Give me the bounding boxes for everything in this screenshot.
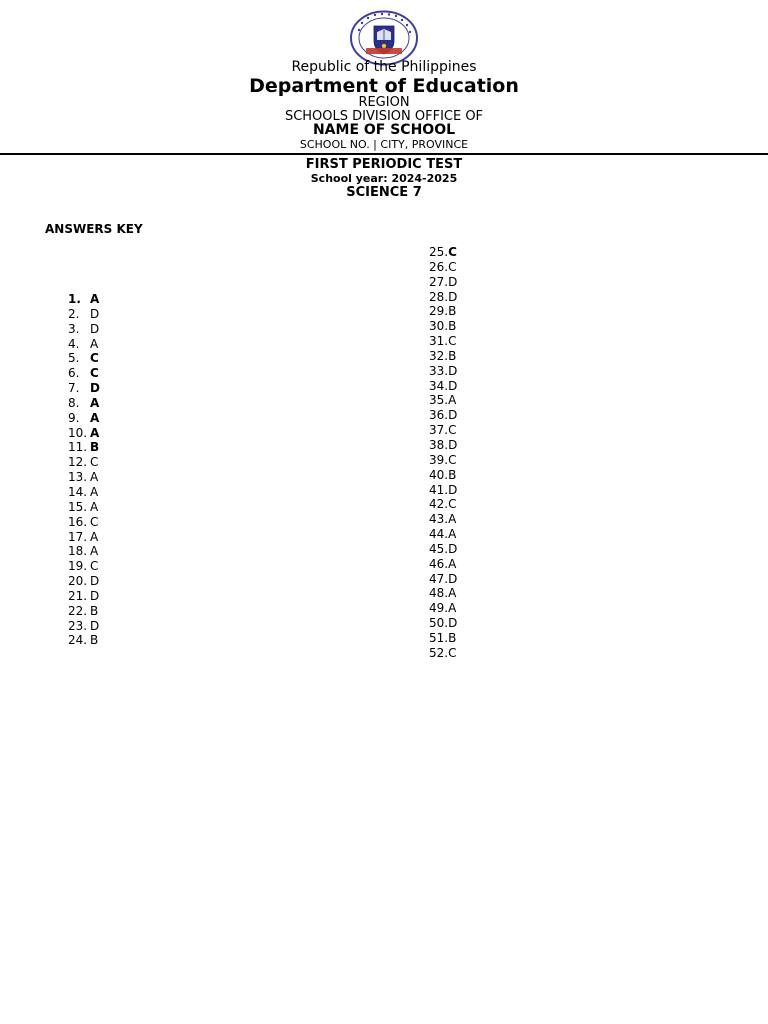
answer-letter: C xyxy=(448,423,457,438)
answer-letter: B xyxy=(90,603,99,618)
answer-item xyxy=(429,379,457,394)
answer-item xyxy=(68,411,100,426)
school-year: School year: 2024-2025 xyxy=(310,172,458,185)
answer-letter: D xyxy=(448,289,458,304)
answer-item xyxy=(68,322,100,337)
question-number: 21. xyxy=(68,588,88,603)
test-title: FIRST PERIODIC TEST xyxy=(305,157,463,172)
question-number: 30. xyxy=(429,319,449,334)
answer-list-column-1 xyxy=(68,292,100,648)
answer-letter: A xyxy=(90,410,100,425)
answer-letter: A xyxy=(448,527,457,542)
answer-letter: C xyxy=(90,455,99,470)
answer-item xyxy=(68,604,100,619)
question-number: 7. xyxy=(68,381,80,396)
answer-item xyxy=(429,527,457,542)
republic-label: Republic of the Philippines xyxy=(291,59,477,75)
answer-letter: D xyxy=(90,321,100,336)
question-number: 31. xyxy=(429,334,449,349)
answer-item xyxy=(429,245,457,260)
answer-letter: A xyxy=(90,395,100,410)
question-number: 10. xyxy=(68,425,88,440)
question-number: 39. xyxy=(429,452,449,467)
region-label: REGION xyxy=(358,95,410,110)
answer-item xyxy=(68,619,100,634)
question-number: 5. xyxy=(68,351,80,366)
answer-item xyxy=(68,351,100,366)
question-number: 37. xyxy=(429,423,449,438)
answer-item xyxy=(429,616,457,631)
answer-letter: D xyxy=(448,437,458,452)
answer-item xyxy=(429,334,457,349)
question-number: 35. xyxy=(429,393,449,408)
answer-item xyxy=(68,455,100,470)
answer-letter: C xyxy=(448,452,457,467)
question-number: 34. xyxy=(429,378,449,393)
answer-letter: D xyxy=(90,574,100,589)
answer-item xyxy=(429,646,457,661)
question-number: 29. xyxy=(429,304,449,319)
question-number: 19. xyxy=(68,559,88,574)
answer-item xyxy=(68,337,100,352)
answer-letter: C xyxy=(448,245,457,259)
question-number: 15. xyxy=(68,499,88,514)
answer-item xyxy=(68,530,100,545)
answer-letter: D xyxy=(90,588,100,603)
answer-letter: A xyxy=(90,292,100,306)
answer-item xyxy=(68,515,100,530)
question-number: 46. xyxy=(429,556,449,571)
header-divider xyxy=(0,153,768,155)
subject-title: SCIENCE 7 xyxy=(346,185,422,200)
question-number: 3. xyxy=(68,321,80,336)
answer-letter: A xyxy=(90,529,99,544)
answer-letter: D xyxy=(448,482,458,497)
question-number: 42. xyxy=(429,497,449,512)
question-number: 52. xyxy=(429,645,449,660)
question-number: 11. xyxy=(68,440,88,455)
answer-letter: A xyxy=(448,512,457,527)
answer-letter: D xyxy=(448,616,458,631)
question-number: 1. xyxy=(68,292,81,306)
answer-item xyxy=(68,396,100,411)
question-number: 26. xyxy=(429,259,449,274)
answer-letter: D xyxy=(448,541,458,556)
answer-item xyxy=(68,544,100,559)
question-number: 14. xyxy=(68,484,88,499)
answer-item xyxy=(68,307,100,322)
deped-seal-logo xyxy=(349,10,419,66)
question-number: 17. xyxy=(68,529,88,544)
answer-item xyxy=(429,319,457,334)
answer-letter: C xyxy=(448,497,457,512)
school-name: NAME OF SCHOOL xyxy=(312,122,456,138)
answer-letter: A xyxy=(90,484,99,499)
question-number: 18. xyxy=(68,544,88,559)
question-number: 12. xyxy=(68,455,88,470)
answer-letter: A xyxy=(90,544,99,559)
answer-item xyxy=(429,468,457,483)
answer-item xyxy=(429,438,457,453)
answer-item xyxy=(429,290,457,305)
answer-letter: D xyxy=(448,408,458,423)
answer-item xyxy=(429,542,457,557)
answer-list-column-2 xyxy=(429,245,457,661)
question-number: 38. xyxy=(429,437,449,452)
answer-item xyxy=(68,559,100,574)
question-number: 9. xyxy=(68,410,80,425)
answer-letter: A xyxy=(448,393,457,408)
answer-letter: A xyxy=(448,586,457,601)
answer-item xyxy=(68,574,100,589)
answer-letter: D xyxy=(90,618,100,633)
answer-letter: C xyxy=(90,559,99,574)
answer-item xyxy=(429,631,457,646)
department-title: Department of Education xyxy=(249,75,519,97)
school-details: SCHOOL NO. | CITY, PROVINCE xyxy=(299,138,469,151)
answer-item xyxy=(429,408,457,423)
answer-item xyxy=(429,423,457,438)
answer-letter: A xyxy=(90,336,99,351)
answer-letter: A xyxy=(448,601,457,616)
answer-letter: B xyxy=(448,319,457,334)
question-number: 23. xyxy=(68,618,88,633)
answer-letter: D xyxy=(448,378,458,393)
question-number: 33. xyxy=(429,363,449,378)
answer-item xyxy=(429,453,457,468)
answer-letter: B xyxy=(448,467,457,482)
answer-letter: B xyxy=(448,630,457,645)
question-number: 32. xyxy=(429,348,449,363)
answer-item xyxy=(429,572,457,587)
answer-letter: B xyxy=(90,440,100,455)
answer-letter: C xyxy=(448,645,457,660)
question-number: 28. xyxy=(429,289,449,304)
answer-item xyxy=(429,497,457,512)
answer-item xyxy=(68,292,100,307)
answer-letter: A xyxy=(90,470,99,485)
question-number: 25. xyxy=(429,245,449,259)
answer-item xyxy=(429,304,457,319)
answer-item xyxy=(429,393,457,408)
answer-item xyxy=(429,601,457,616)
question-number: 43. xyxy=(429,512,449,527)
answer-letter: D xyxy=(90,306,100,321)
answer-item xyxy=(68,633,100,648)
question-number: 27. xyxy=(429,274,449,289)
answer-item xyxy=(68,589,100,604)
question-number: 6. xyxy=(68,366,80,381)
question-number: 41. xyxy=(429,482,449,497)
question-number: 4. xyxy=(68,336,80,351)
answer-letter: C xyxy=(448,259,457,274)
answer-letter: D xyxy=(90,381,100,396)
answer-letter: C xyxy=(90,366,99,381)
question-number: 48. xyxy=(429,586,449,601)
question-number: 40. xyxy=(429,467,449,482)
question-number: 24. xyxy=(68,633,88,648)
answer-item xyxy=(429,349,457,364)
answer-item xyxy=(429,512,457,527)
answer-letter: B xyxy=(448,348,457,363)
answer-item xyxy=(429,586,457,601)
answer-letter: C xyxy=(90,514,99,529)
answer-letter: D xyxy=(448,571,458,586)
answer-item xyxy=(68,366,100,381)
answer-item xyxy=(68,470,100,485)
answer-item xyxy=(68,485,100,500)
question-number: 36. xyxy=(429,408,449,423)
answer-letter: C xyxy=(90,351,99,366)
answer-letter: B xyxy=(448,304,457,319)
question-number: 8. xyxy=(68,395,80,410)
answer-item xyxy=(68,426,100,441)
division-label: SCHOOLS DIVISION OFFICE OF xyxy=(284,109,484,124)
answer-item xyxy=(68,440,100,455)
question-number: 22. xyxy=(68,603,88,618)
answer-letter: D xyxy=(448,363,458,378)
answer-item xyxy=(68,381,100,396)
answer-letter: A xyxy=(90,425,100,440)
question-number: 47. xyxy=(429,571,449,586)
answer-letter: A xyxy=(90,499,99,514)
answer-letter: B xyxy=(90,633,99,648)
answer-item xyxy=(429,557,457,572)
question-number: 13. xyxy=(68,470,88,485)
answer-letter: C xyxy=(448,334,457,349)
question-number: 51. xyxy=(429,630,449,645)
question-number: 44. xyxy=(429,527,449,542)
answer-item xyxy=(429,483,457,498)
question-number: 45. xyxy=(429,541,449,556)
answer-key-title: ANSWERS KEY xyxy=(45,222,143,236)
question-number: 16. xyxy=(68,514,88,529)
answer-letter: D xyxy=(448,274,458,289)
answer-letter: A xyxy=(448,556,457,571)
question-number: 50. xyxy=(429,616,449,631)
question-number: 2. xyxy=(68,306,80,321)
question-number: 20. xyxy=(68,574,88,589)
answer-item xyxy=(429,275,457,290)
answer-item xyxy=(429,260,457,275)
answer-item xyxy=(68,500,100,515)
question-number: 49. xyxy=(429,601,449,616)
answer-item xyxy=(429,364,457,379)
